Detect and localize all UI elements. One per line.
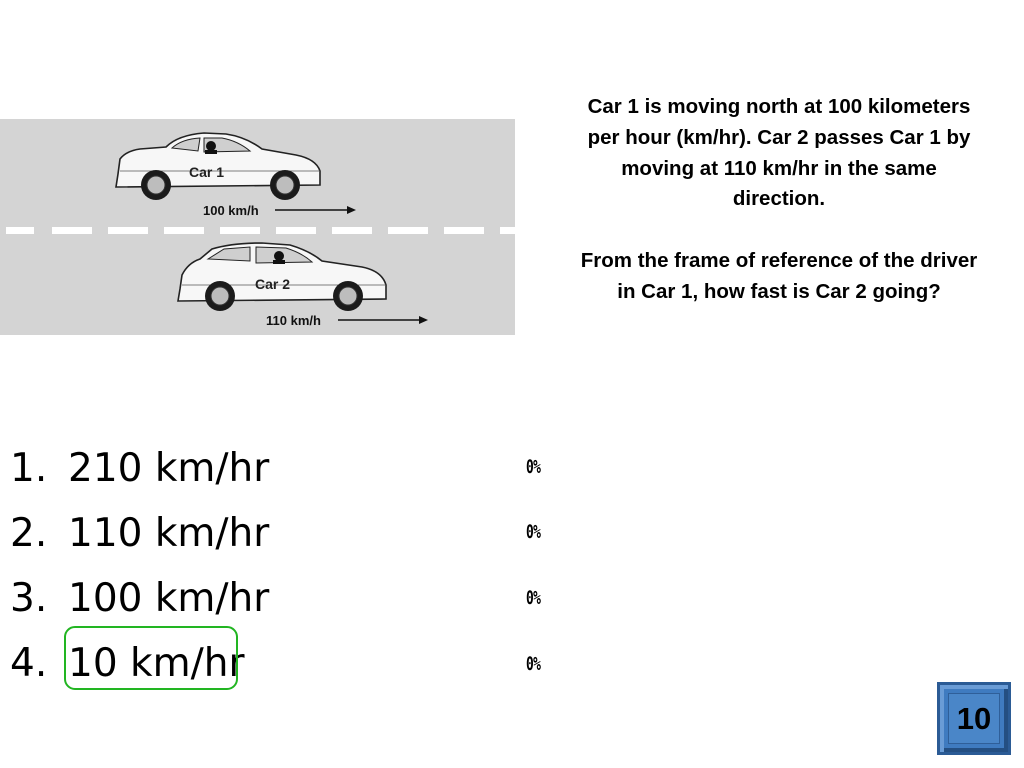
car-1-speed-label: 100 km/h bbox=[203, 203, 259, 218]
answer-4-percent: 0% bbox=[526, 653, 541, 675]
answer-number: 3. bbox=[10, 576, 48, 621]
question-paragraph-1: Car 1 is moving north at 100 kilometers per hour (km/hr). Car 2 passes Car 1 by moving at 110 km/hr in the same direction. bbox=[587, 95, 971, 211]
road-illustration bbox=[0, 119, 515, 335]
answer-1-percent: 0% bbox=[526, 456, 541, 478]
correct-answer-highlight bbox=[64, 626, 238, 690]
question-paragraph-2: From the frame of reference of the driver in Car 1, how fast is Car 2 going? bbox=[580, 248, 978, 303]
answer-label: 110 km/hr bbox=[68, 511, 270, 556]
answer-label: 210 km/hr bbox=[68, 446, 270, 491]
answer-option-2[interactable] bbox=[10, 501, 510, 567]
car-1-label: Car 1 bbox=[189, 164, 225, 180]
answer-number: 2. bbox=[10, 511, 48, 556]
car-2-speed-label: 110 km/h bbox=[266, 313, 321, 328]
car-2-label: Car 2 bbox=[255, 276, 291, 292]
answer-option-3[interactable] bbox=[10, 566, 510, 632]
answer-number: 1. bbox=[10, 446, 48, 491]
answer-number: 4. bbox=[10, 641, 48, 686]
answer-3-percent: 0% bbox=[526, 587, 541, 609]
answer-label: 100 km/hr bbox=[68, 576, 270, 621]
answer-2-percent: 0% bbox=[526, 521, 541, 543]
timer-value: 10 bbox=[956, 700, 992, 736]
countdown-timer bbox=[937, 682, 1011, 755]
answer-label: 10 km/hr bbox=[68, 641, 245, 686]
question-text bbox=[578, 92, 980, 308]
answer-option-1[interactable] bbox=[10, 436, 510, 502]
